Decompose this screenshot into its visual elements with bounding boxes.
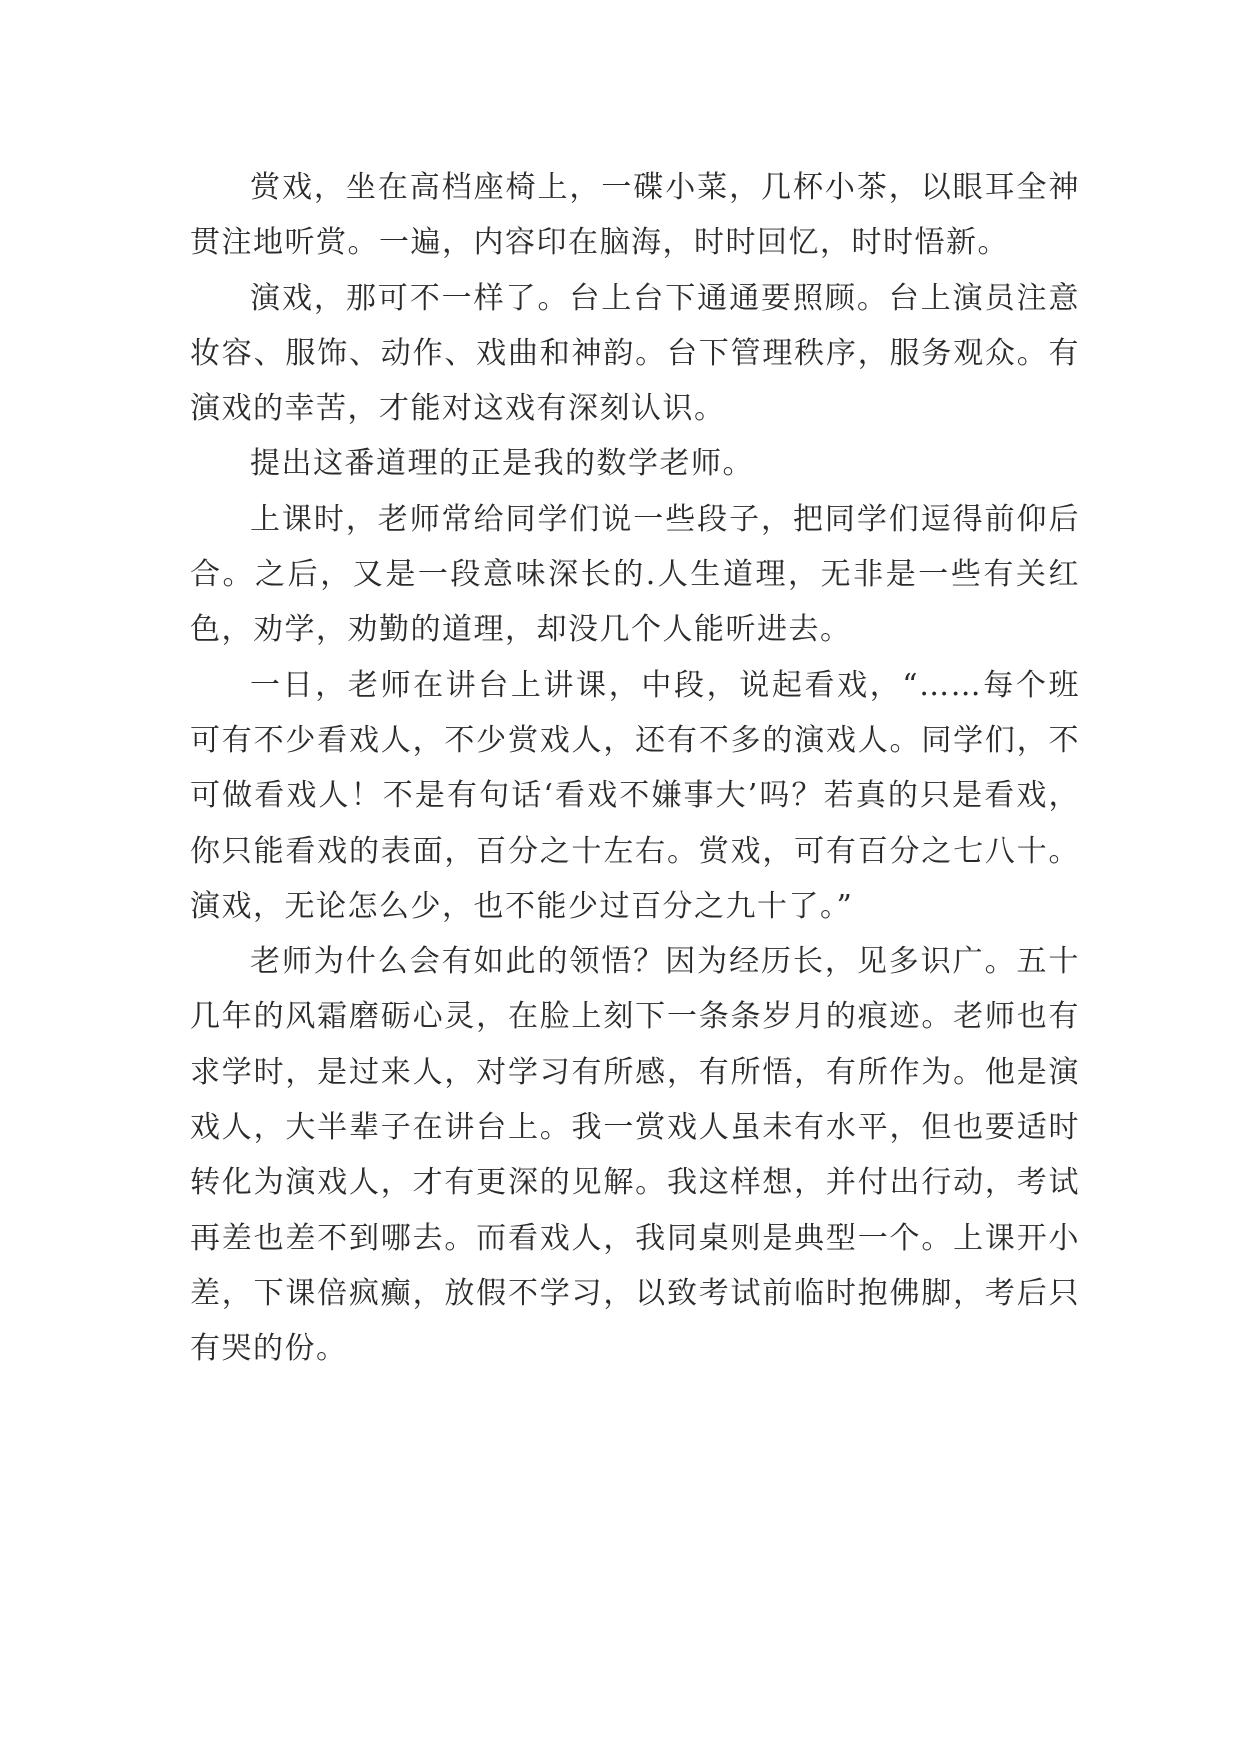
paragraph-appreciating-opera: 赏戏，坐在高档座椅上，一碟小菜，几杯小茶，以眼耳全神贯注地听赏。一遍，内容印在脑海，时时回忆，时时悟新。 bbox=[190, 170, 1080, 261]
paragraph-acting-opera: 演戏，那可不一样了。台上台下通通要照顾。台上演员注意妆容、服饰、动作、戏曲和神韵。台下管理秩序，服务观众。有演戏的幸苦，才能对这戏有深刻认识。 bbox=[190, 280, 1080, 427]
paragraph-reflection: 老师为什么会有如此的领悟？因为经历长，见多识广。五十几年的风霜磨砺心灵，在脸上刻下一条条岁月的痕迹。老师也有求学时，是过来人，对学习有所感，有所悟，有所作为。他是演戏人，大半辈子在讲台上。我一赏戏人虽未有水平，但也要适时转化为演戏人，才有更深的见解。我这样想，并付出行动，考试再差也差不到哪去。而看戏人，我同桌则是典型一个。上课开小差，下课倍疯癫，放假不学习，以致考试前临时抱佛脚，考后只有哭的份。 bbox=[190, 944, 1080, 1367]
paragraph-in-class: 上课时，老师常给同学们说一些段子，把同学们逗得前仰后合。之后，又是一段意味深长的.人生道理，无非是一些有关红色，劝学，劝勤的道理，却没几个人能听进去。 bbox=[190, 501, 1080, 648]
document-body bbox=[190, 160, 1080, 1377]
paragraph-math-teacher: 提出这番道理的正是我的数学老师。 bbox=[250, 446, 754, 482]
paragraph-teacher-speech: 一日，老师在讲台上讲课，中段，说起看戏，“……每个班可有不少看戏人，不少赏戏人，还有不多的演戏人。同学们，不可做看戏人！不是有句话‘看戏不嫌事大’吗？若真的只是看戏，你只能看戏的表面，百分之十左右。赏戏，可有百分之七八十。演戏，无论怎么少，也不能少过百分之九十了。” bbox=[190, 667, 1080, 924]
